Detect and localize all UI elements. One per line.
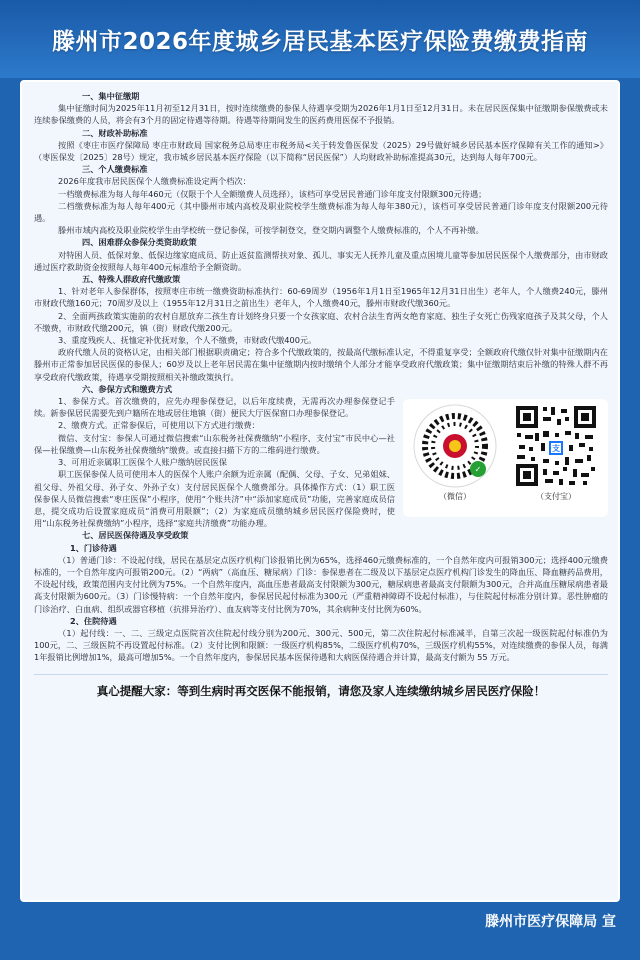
alipay-qr-code-icon — [513, 403, 599, 489]
section-3-title: 三、个人缴费标准 — [82, 164, 148, 175]
section-5-text-4: 政府代缴人员的资格认定，由相关部门根据职责确定；符合多个代缴政策的，按最高代缴标准认定，不得重复享受；全额政府代缴仅针对集中征缴期内在滕州市正常参加居民医保的参保人；60岁及以上老年居民需在集中征缴期内按时缴纳个人部分才能享受政府代缴政策；集中征缴期结束后补缴的特殊人群不再享受政府代缴政策，待遇享受期按照相关补缴政策执行。 — [34, 347, 608, 382]
section-5-text-2: 2、全面两孩政策实施前的农村自愿放弃二孩生育计划终身只要一个女孩家庭、农村合法生育两女绝育家庭、独生子女死亡伤残家庭孩子及其父母，个人不缴费，市财政代缴200元，镇（街）财政代缴200元。 — [34, 310, 608, 333]
section-3-text-3: 二档缴费标准为每人每年400元（其中滕州市域内高校及职业院校学生缴费标准为每人每年380元），该档可享受居民普通门诊年度支付限额200元待遇。 — [34, 200, 608, 224]
content-card — [20, 80, 620, 902]
section-5-text-3: 3、重度残疾人、抚恤定补优抚对象，个人不缴费，市财政代缴400元。 — [58, 335, 317, 346]
section-1-text: 集中征缴时间为2025年11月初至12月31日，按时连续缴费的参保人待遇享受期为2026年1月1日至12月31日。未在居民医保集中征缴期参保缴费或未连续参保缴费的人员，将会有3个月的固定待遇等待期。待遇等待期间发生的医药费用医保不予报销。 — [34, 103, 608, 126]
section-1-title: 一、集中征缴期 — [82, 91, 140, 101]
section-6-text-2: 2、缴费方式。正常参保后，可使用以下方式进行缴费： — [58, 420, 260, 431]
wechat-qr[interactable] — [409, 403, 501, 503]
section-6-text-4: 3、可用近亲属职工医保个人账户缴纳居民医保 — [58, 457, 227, 468]
svg-text:支: 支 — [552, 444, 560, 454]
reminder-text: 真心提醒大家：等到生病时再交医保不能报销，请您及家人连续缴纳城乡居民医疗保险！ — [34, 674, 608, 699]
section-6-text-5: 职工医保参保人员可使用本人的医保个人账户余额为近亲属（配偶、父母、子女、兄弟姐妹、祖父母、外祖父母、孙子女、外孙子女）支付居民医保个人缴费部分。具体操作方式：（1）职工医保参保人员微信搜索“枣庄医保”小程序，使用“个账共济”中“添加家庭成员”功能，完善家庭成员信息，提交成功后设置家庭成员“消费可用限额”；（2）为家庭成员缴纳城乡居民医疗保险费时，使用“山东税务社保费缴纳”小程序，选择“家庭共济缴费”功能办理。 — [34, 469, 395, 529]
section-4-title: 四、困难群众参保分类资助政策 — [82, 237, 197, 248]
section-6-title: 六、参保方式和缴费方式 — [82, 383, 173, 394]
alipay-label: （支付宝） — [536, 492, 576, 502]
section-3-text-2: 一档缴费标准为每人每年460元（仅限于个人全额缴费人员选择），该档可享受居民普通门诊年度支付限额300元待遇； — [58, 188, 487, 199]
footer-publisher: 滕州市医疗保障局 宣 — [485, 914, 616, 930]
section-7-text-1: （1）普通门诊：不设起付线，居民在基层定点医疗机构门诊报销比例为65%，选择460元缴费标准的，一个自然年度内可报销300元；选择400元缴费标准的，一个自然年度内可报销200元。（2）“两病”（高血压、糖尿病）门诊：参保患者在二级及以下基层定点医疗机构门诊发生的降血压、降血糖药品费用，不设起付线，政策范围内支付比例为75%。一个自然年度内，高血压患者最高支付限额为300元，糖尿病患者最高支付限额为300元，合并高血压糖尿病患者最高支付限额为600元。（3）门诊慢特病：一个自然年度内，参保居民起付标准为300元（严重精神障碍不设起付标准），与住院起付标准分别计算。恶性肿瘤的门诊治疗、白血病、组织或器官移植（抗排异治疗）、血友病等支付比例为70%，其余病种支付比例为60%。 — [34, 554, 608, 614]
section-7-text-2: （1）起付线：一、二、三级定点医院首次住院起付线分别为200元、300元、500元，第二次住院起付标准减半，自第三次起一级医院起付标准仍为100元，二、三级医院不再设置起付标准。（2）支付比例和限额：一级医疗机构85%，二级医疗机构70%，三级医疗机构55%，对连续缴费的参保人员，每满1年报销比例增加1%，最高可增加5%。一个自然年度内，参保居民基本医保待遇和大病医保待遇合并计算，最高支付额为 55 万元。 — [34, 627, 608, 663]
header-banner — [0, 0, 640, 78]
section-7-sub-2: 2、住院待遇 — [70, 615, 117, 626]
section-2-text: 按照《枣庄市医疗保障局 枣庄市财政局 国家税务总局枣庄市税务局<关于转发鲁医保发（2025）29号做好城乡居民基本医疗保障有关工作的通知>》（枣医保发〔2025〕28号）规定，我市城乡居民基本医疗保险（以下简称“居民医保”）人均财政补助标准提高30元，达到每人每年700元。 — [34, 139, 608, 163]
qr-codes — [403, 399, 608, 517]
wechat-label: （微信） — [439, 492, 471, 502]
svg-text:✓: ✓ — [474, 465, 482, 475]
section-3-text-1: 2026年度我市居民医保个人缴费标准设定两个档次： — [58, 176, 251, 187]
section-7-sub-1: 1、门诊待遇 — [70, 542, 117, 553]
page-title: 滕州市2026年度城乡居民基本医疗保险费缴费指南 — [51, 28, 588, 55]
section-4-text: 对特困人员、低保对象、低保边缘家庭成员、防止返贫监测帮扶对象、孤儿、事实无人抚养儿童及重点困境儿童等参加居民医保个人缴费部分，由市财政通过医疗救助资金按照每人每年400元标准给予全额资助。 — [34, 249, 608, 272]
section-2-title: 二、财政补助标准 — [82, 127, 148, 138]
section-5-text-1: 1、针对老年人参保群体，按照枣庄市统一缴费资助标准执行：60-69周岁（1956年1月1日至1965年12月31日出生）老年人，个人缴费240元，滕州市财政代缴160元；70周岁及以上（1955年12月31日之前出生）老年人，个人缴费40元，滕州市财政代缴360元。 — [34, 286, 608, 309]
section-6-text-1: 1、参保方式。首次缴费的，应先办理参保登记，以后年度续费，无需再次办理参保登记手续。新参保居民需要先到户籍所在地或居住地镇（街）便民大厅医保窗口办理参保登记。 — [34, 396, 395, 419]
section-5-title: 五、特殊人群政府代缴政策 — [82, 274, 181, 285]
section-6-text-3: 微信、支付宝：参保人可通过微信搜索“山东税务社保费缴纳”小程序、支付宝“市民中心—社保—社保缴费—山东税务社保费缴纳”缴费。或直接扫描下方的二维码进行缴费。 — [34, 432, 395, 455]
section-7-title: 七、居民医保待遇及享受政策 — [82, 530, 189, 541]
alipay-qr[interactable] — [510, 403, 602, 503]
wechat-mini-program-code-icon — [412, 403, 498, 489]
section-3-text-4: 滕州市域内高校及职业院校学生由学校统一登记参保，可按学制登交，登交期内调整个人缴费标准的，个人不再补缴。 — [58, 225, 484, 236]
